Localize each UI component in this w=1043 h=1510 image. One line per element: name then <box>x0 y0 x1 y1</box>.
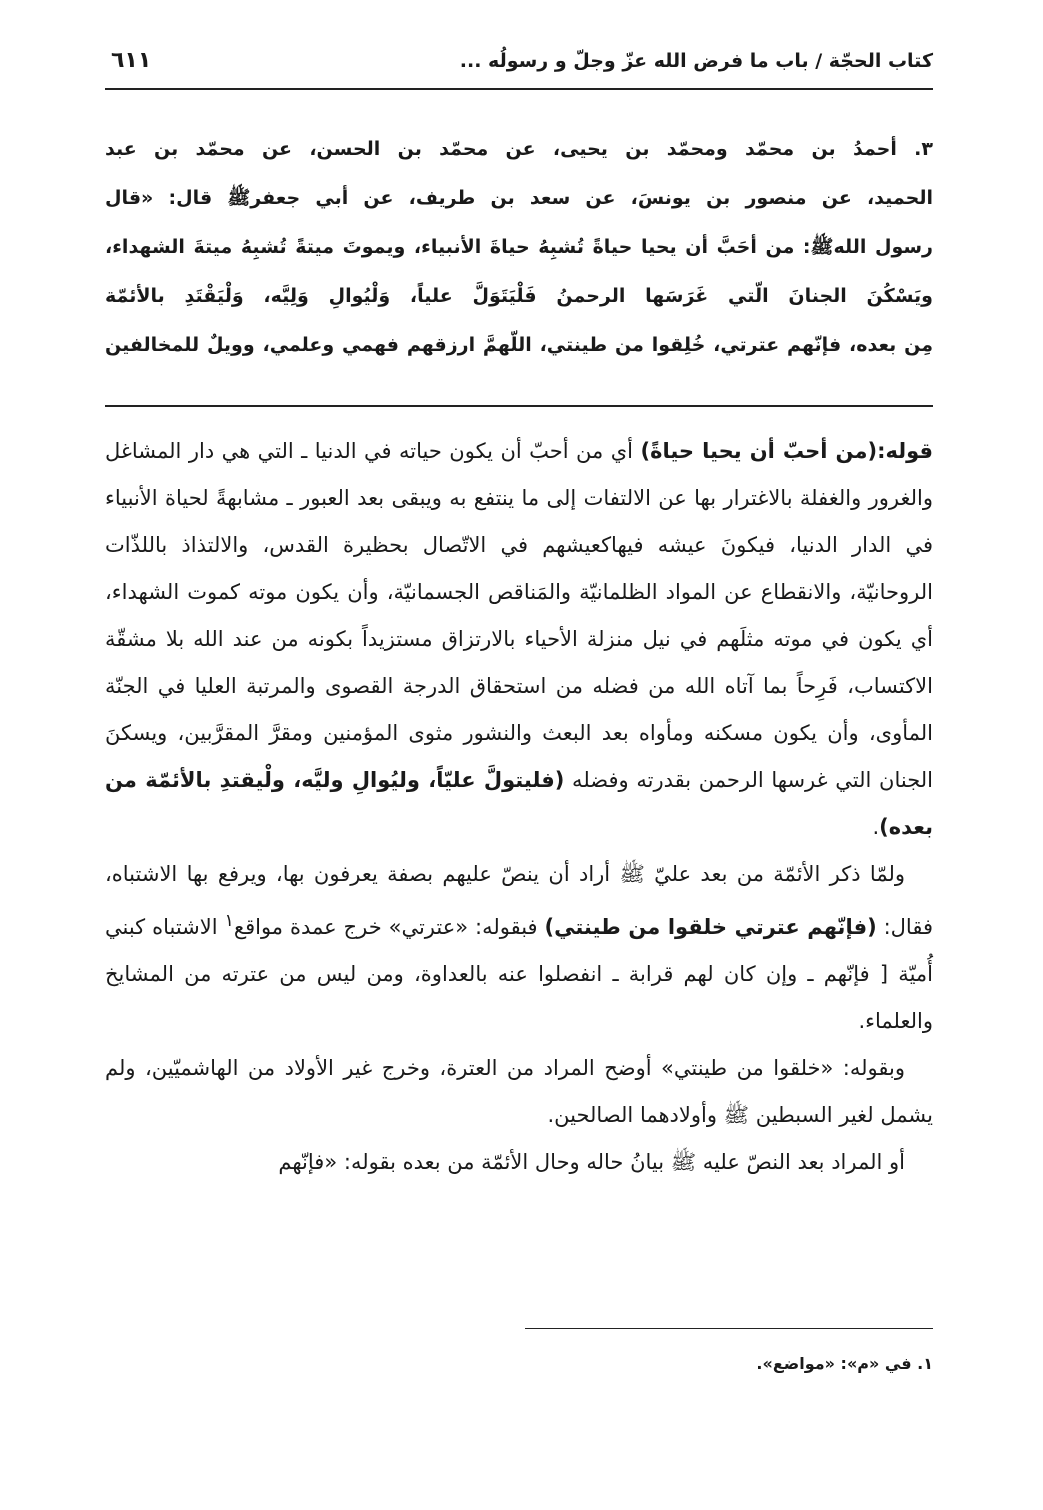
commentary-paragraph <box>105 428 933 851</box>
section-divider <box>105 405 933 407</box>
running-title: كتاب الحجّة / باب ما فرض الله عزّ وجلّ و رسولُه ... <box>459 50 933 72</box>
commentary-text <box>105 428 933 1186</box>
hadith-line: ويَسْكُنَ الجنانَ الّتي غَرَسَها الرحمنُ فَلْيَتَوَلَّ علياً، وَلْيُوالِ وَلِيَّه، وَلْيَقْتَدِ بالأئمّة <box>105 285 933 307</box>
commentary-lead: قوله: <box>877 439 933 463</box>
quoted-phrase: (فإنّهم عترتي خلقوا من طينتي) <box>544 915 877 939</box>
hadith-line: الحميد، عن منصور بن يونسَ، عن سعد بن طريف، عن أبي جعفرﷺ قال: «قال <box>105 187 933 209</box>
commentary-paragraph: وبقوله: «خلقوا من طينتي» أوضح المراد من العترة، وخرج غير الأولاد من الهاشميّين، ولم يشمل لغير السبطين ﷺ وأولادهما الصالحين. <box>105 1056 933 1127</box>
commentary-paragraph <box>105 851 933 1045</box>
commentary-body: الاشتباه كبني أُميّة [ فإنّهم ـ وإن كان لهم قرابة ـ انفصلوا عنه بالعداوة، ومن ليس من عترته من المشايخ والعلماء. <box>105 915 933 1033</box>
footnote-reference[interactable]: ١ <box>224 911 234 931</box>
hadith-line: ٣. أحمدُ بن محمّد ومحمّد بن يحيى، عن محمّد بن الحسن، عن محمّد بن عبد <box>105 138 933 160</box>
hadith-line: رسول اللهﷺ: من أحَبَّ أن يحيا حياةً تُشبِهُ حياةَ الأنبياء، ويموتَ ميتةً تُشبِهُ ميتةَ الشهداء، <box>105 236 933 258</box>
commentary-body: أي من أحبّ أن يكون حياته في الدنيا ـ التي هي دار المشاغل والغرور والغفلة بالاغترار بها عن الالتفات إلى ما ينتفع به ويبقى بعد العبور ـ مشابهةً لحياة الأنبياء في الدار الدنيا، فيكونَ عيشه فيهاكعيشهم في الاتّصال بحظيرة القدس، والالتذاذ باللذّات الروحانيّة، والانقطاع عن المواد الظلمانيّة والمَناقص الجسمانيّة، وأن يكون موته كموت الشهداء، أي يكون في موته مثلَهم في نيل منزلة الأحياء بالارتزاق مستزيداً بكونه من عند الله بلا مشقّة الاكتساب، فَرِحاً بما آتاه الله من فضله من استحقاق الدرجة القصوى والمرتبة العليا في الجنّة المأوى، وأن يكون مسكنه ومأواه بعد البعث والنشور مثوى المؤمنين ومقرَّ المقرَّبين، ويسكنَ الجنان التي غرسها الرحمن بقدرته وفضله <box>105 439 933 792</box>
header-divider <box>105 88 933 90</box>
page-number: ٦١١ <box>111 48 152 73</box>
footnote-divider <box>525 1328 933 1329</box>
quoted-phrase: (من أحبّ أن يحيا حياةً) <box>640 439 878 463</box>
commentary-body: . <box>872 815 880 839</box>
hadith-text <box>105 125 933 370</box>
commentary-paragraph: أو المراد بعد النصّ عليه ﷺ بيانُ حاله وحال الأئمّة من بعده بقوله: «فإنّهم <box>278 1150 905 1174</box>
footnote: ١. في «م»: «مواضع». <box>756 1354 933 1373</box>
commentary-body: فبقوله: «عترتي» خرج عمدة مواقع <box>233 915 545 939</box>
hadith-line: مِن بعده، فإنّهم عترتي، خُلِقوا من طينتي، اللّهمَّ ارزقهم فهمي وعلمي، وويلٌ للمخالفين <box>105 334 933 356</box>
quoted-phrase: (فليتولَّ عليّاً، وليُوالِ وليَّه، ولْيقتدِ بالأئمّة من بعده) <box>105 768 933 839</box>
commentary-body: ولمّا ذكر الأئمّة من بعد عليّ ﷺ أراد أن ينصّ عليهم بصفة يعرفون بها، ويرفع بها الاشتباه، فقال: <box>105 862 933 939</box>
page-header <box>105 44 933 84</box>
